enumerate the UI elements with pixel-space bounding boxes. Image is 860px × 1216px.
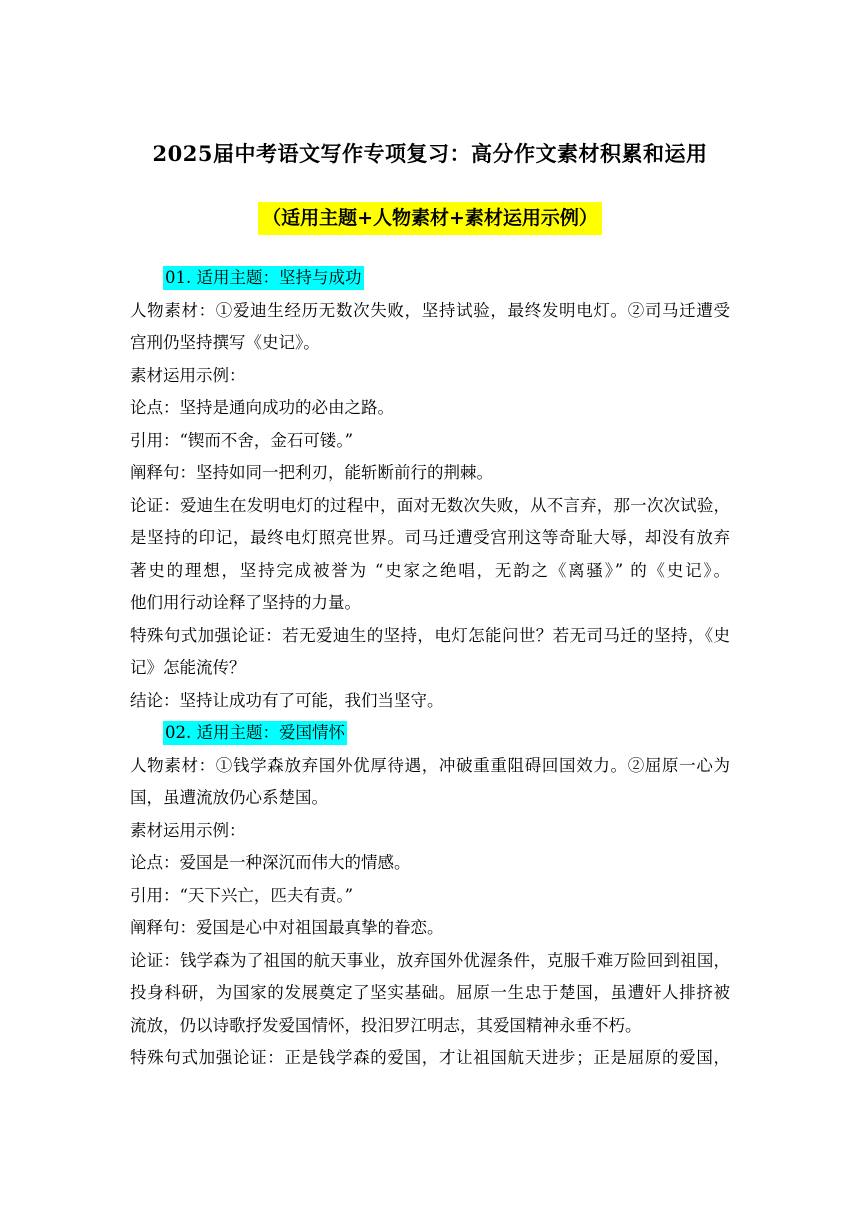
paragraph-line: 素材运用示例： bbox=[130, 820, 246, 840]
section-heading bbox=[130, 262, 730, 295]
section-heading-highlight: 02. 适用主题：爱国情怀 bbox=[163, 721, 347, 745]
paragraph-line: 人物素材：①爱迪生经历无数次失败，坚持试验，最终发明电灯。②司马迁遭受 bbox=[130, 300, 730, 320]
paragraph-line: 论证：爱迪生在发明电灯的过程中，面对无数次失败，从不言弃，那一次次试验， bbox=[130, 495, 730, 515]
paragraph-line: 投身科研，为国家的发展奠定了坚实基础。屈原一生忠于楚国，虽遭奸人排挤被 bbox=[130, 983, 730, 1002]
section-heading-highlight: 01. 适用主题：坚持与成功 bbox=[163, 266, 364, 290]
paragraph-line: 结论：坚持让成功有了可能，我们当坚守。 bbox=[130, 690, 444, 710]
document-subtitle: （适用主题+人物素材+素材运用示例） bbox=[258, 202, 602, 235]
paragraph-line: 特殊句式加强论证：正是钱学森的爱国，才让祖国航天进步；正是屈原的爱国， bbox=[130, 1048, 730, 1067]
paragraph-line: 论点：爱国是一种深沉而伟大的情感。 bbox=[130, 853, 411, 872]
subtitle-container bbox=[0, 202, 860, 235]
paragraph-line: 阐释句：爱国是心中对祖国最真挚的眷恋。 bbox=[130, 918, 444, 937]
paragraph-line: 他们用行动诠释了坚持的力量。 bbox=[130, 593, 361, 612]
paragraph-line: 人物素材：①钱学森放弃国外优厚待遇，冲破重重阻碍回国效力。②屈原一心为 bbox=[130, 755, 730, 775]
section-heading bbox=[130, 717, 730, 750]
document-title: 2025届中考语文写作专项复习：高分作文素材积累和运用 bbox=[152, 141, 708, 166]
paragraph-line: 引用：“锲而不舍，金石可镂。” bbox=[130, 430, 354, 450]
paragraph-line: 记》怎能流传？ bbox=[130, 658, 246, 677]
paragraph-line: 引用：“天下兴亡，匹夫有责。” bbox=[130, 885, 354, 905]
paragraph-line: 国，虽遭流放仍心系楚国。 bbox=[130, 788, 328, 807]
paragraph-line: 是坚持的印记，最终电灯照亮世界。司马迁遭受宫刑这等奇耻大辱，却没有放弃 bbox=[130, 528, 730, 547]
paragraph-line: 论点：坚持是通向成功的必由之路。 bbox=[130, 398, 394, 417]
paragraph-line: 论证：钱学森为了祖国的航天事业，放弃国外优渥条件，克服千难万险回到祖国， bbox=[130, 950, 730, 970]
paragraph-line: 素材运用示例： bbox=[130, 365, 246, 385]
document-body bbox=[130, 262, 730, 1075]
paragraph-line: 流放，仍以诗歌抒发爱国情怀，投汨罗江明志，其爱国精神永垂不朽。 bbox=[130, 1015, 642, 1035]
paragraph-line: 著史的理想，坚持完成被誉为 “史家之绝唱，无韵之《离骚》” 的《史记》。 bbox=[130, 560, 730, 580]
paragraph-line: 阐释句：坚持如同一把利刃，能斩断前行的荆棘。 bbox=[130, 463, 493, 482]
paragraph-line: 宫刑仍坚持撰写《史记》。 bbox=[130, 333, 320, 352]
paragraph-line: 特殊句式加强论证：若无爱迪生的坚持，电灯怎能问世？若无司马迁的坚持，《史 bbox=[130, 625, 730, 645]
